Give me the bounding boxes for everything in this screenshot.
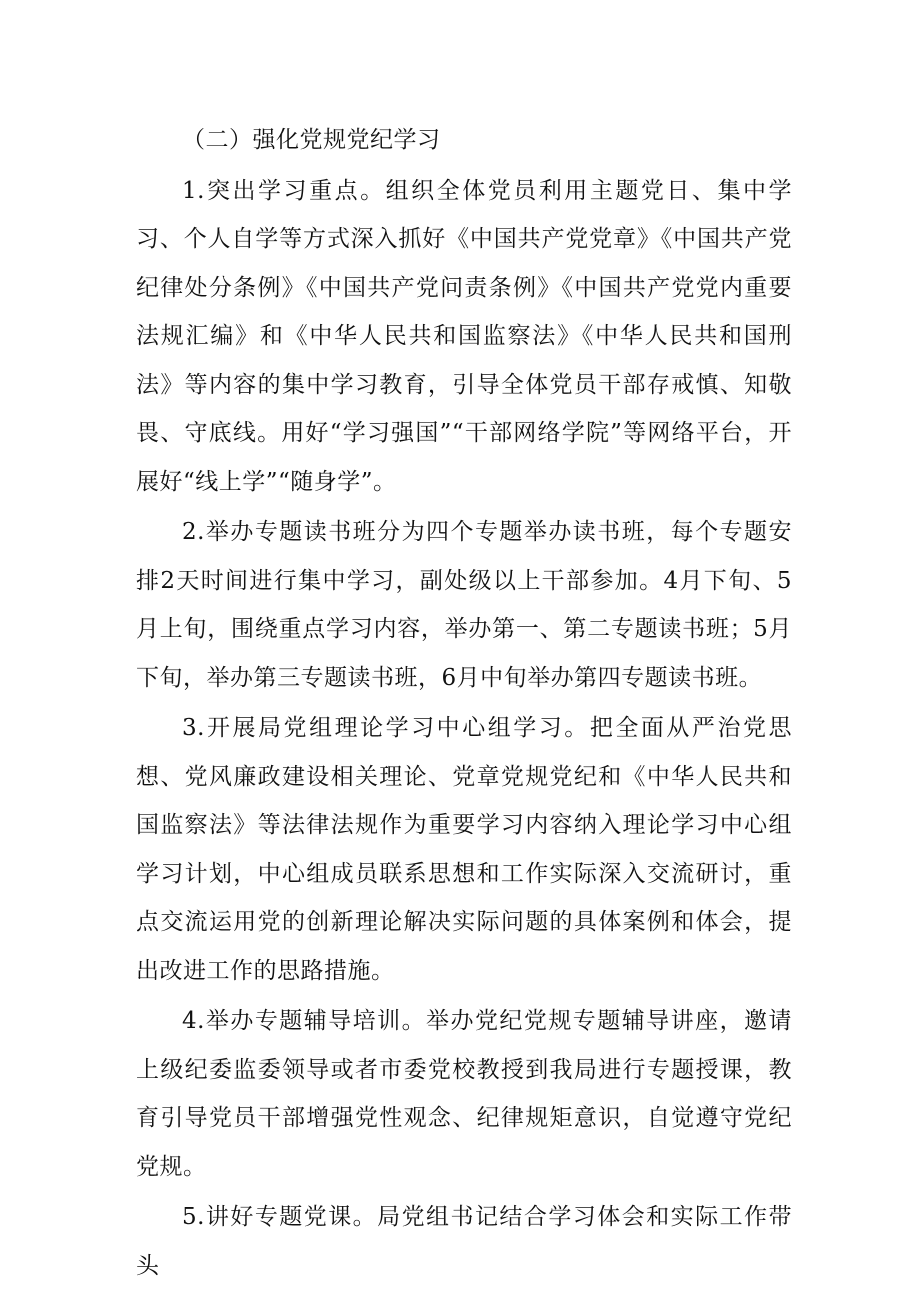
paragraph-study-focus: 1.突出学习重点。组织全体党员利用主题党日、集中学习、个人自学等方式深入抓好《中国共产党党章》《中国共产党纪律处分条例》《中国共产党问责条例》《中国共产党党内重要法规汇编》和《中华人民共和国监察法》《中华人民共和国刑法》等内容的集中学习教育，引导全体党员干部存戒慎、知敬畏、守底线。用好“学习强国”“干部网络学院”等网络平台，开展好“线上学”“随身学”。 (136, 177, 792, 495)
paragraph-special-training: 4.举办专题辅导培训。举办党纪党规专题辅导讲座，邀请上级纪委监委领导或者市委党校教授到我局进行专题授课，教育引导党员干部增强党性观念、纪律规矩意识，自觉遵守党纪党规。 (136, 1008, 792, 1180)
paragraph-reading-class: 2.举办专题读书班分为四个专题举办读书班，每个专题安排2天时间进行集中学习，副处级以上干部参加。4月下旬、5月上旬，围绕重点学习内容，举办第一、第二专题读书班；5月下旬，举办第三专题读书班，6月中旬举办第四专题读书班。 (136, 519, 792, 691)
paragraph-party-lecture: 5.讲好专题党课。局党组书记结合学习体会和实际工作带头 (136, 1204, 792, 1279)
paragraph-central-group-study: 3.开展局党组理论学习中心组学习。把全面从严治党思想、党风廉政建设相关理论、党章党规党纪和《中华人民共和国监察法》等法律法规作为重要学习内容纳入理论学习中心组学习计划，中心组成员联系思想和工作实际深入交流研讨，重点交流运用党的创新理论解决实际问题的具体案例和体会，提出改进工作的思路措施。 (136, 715, 792, 984)
section-heading: （二）强化党规党纪学习 (182, 127, 441, 153)
